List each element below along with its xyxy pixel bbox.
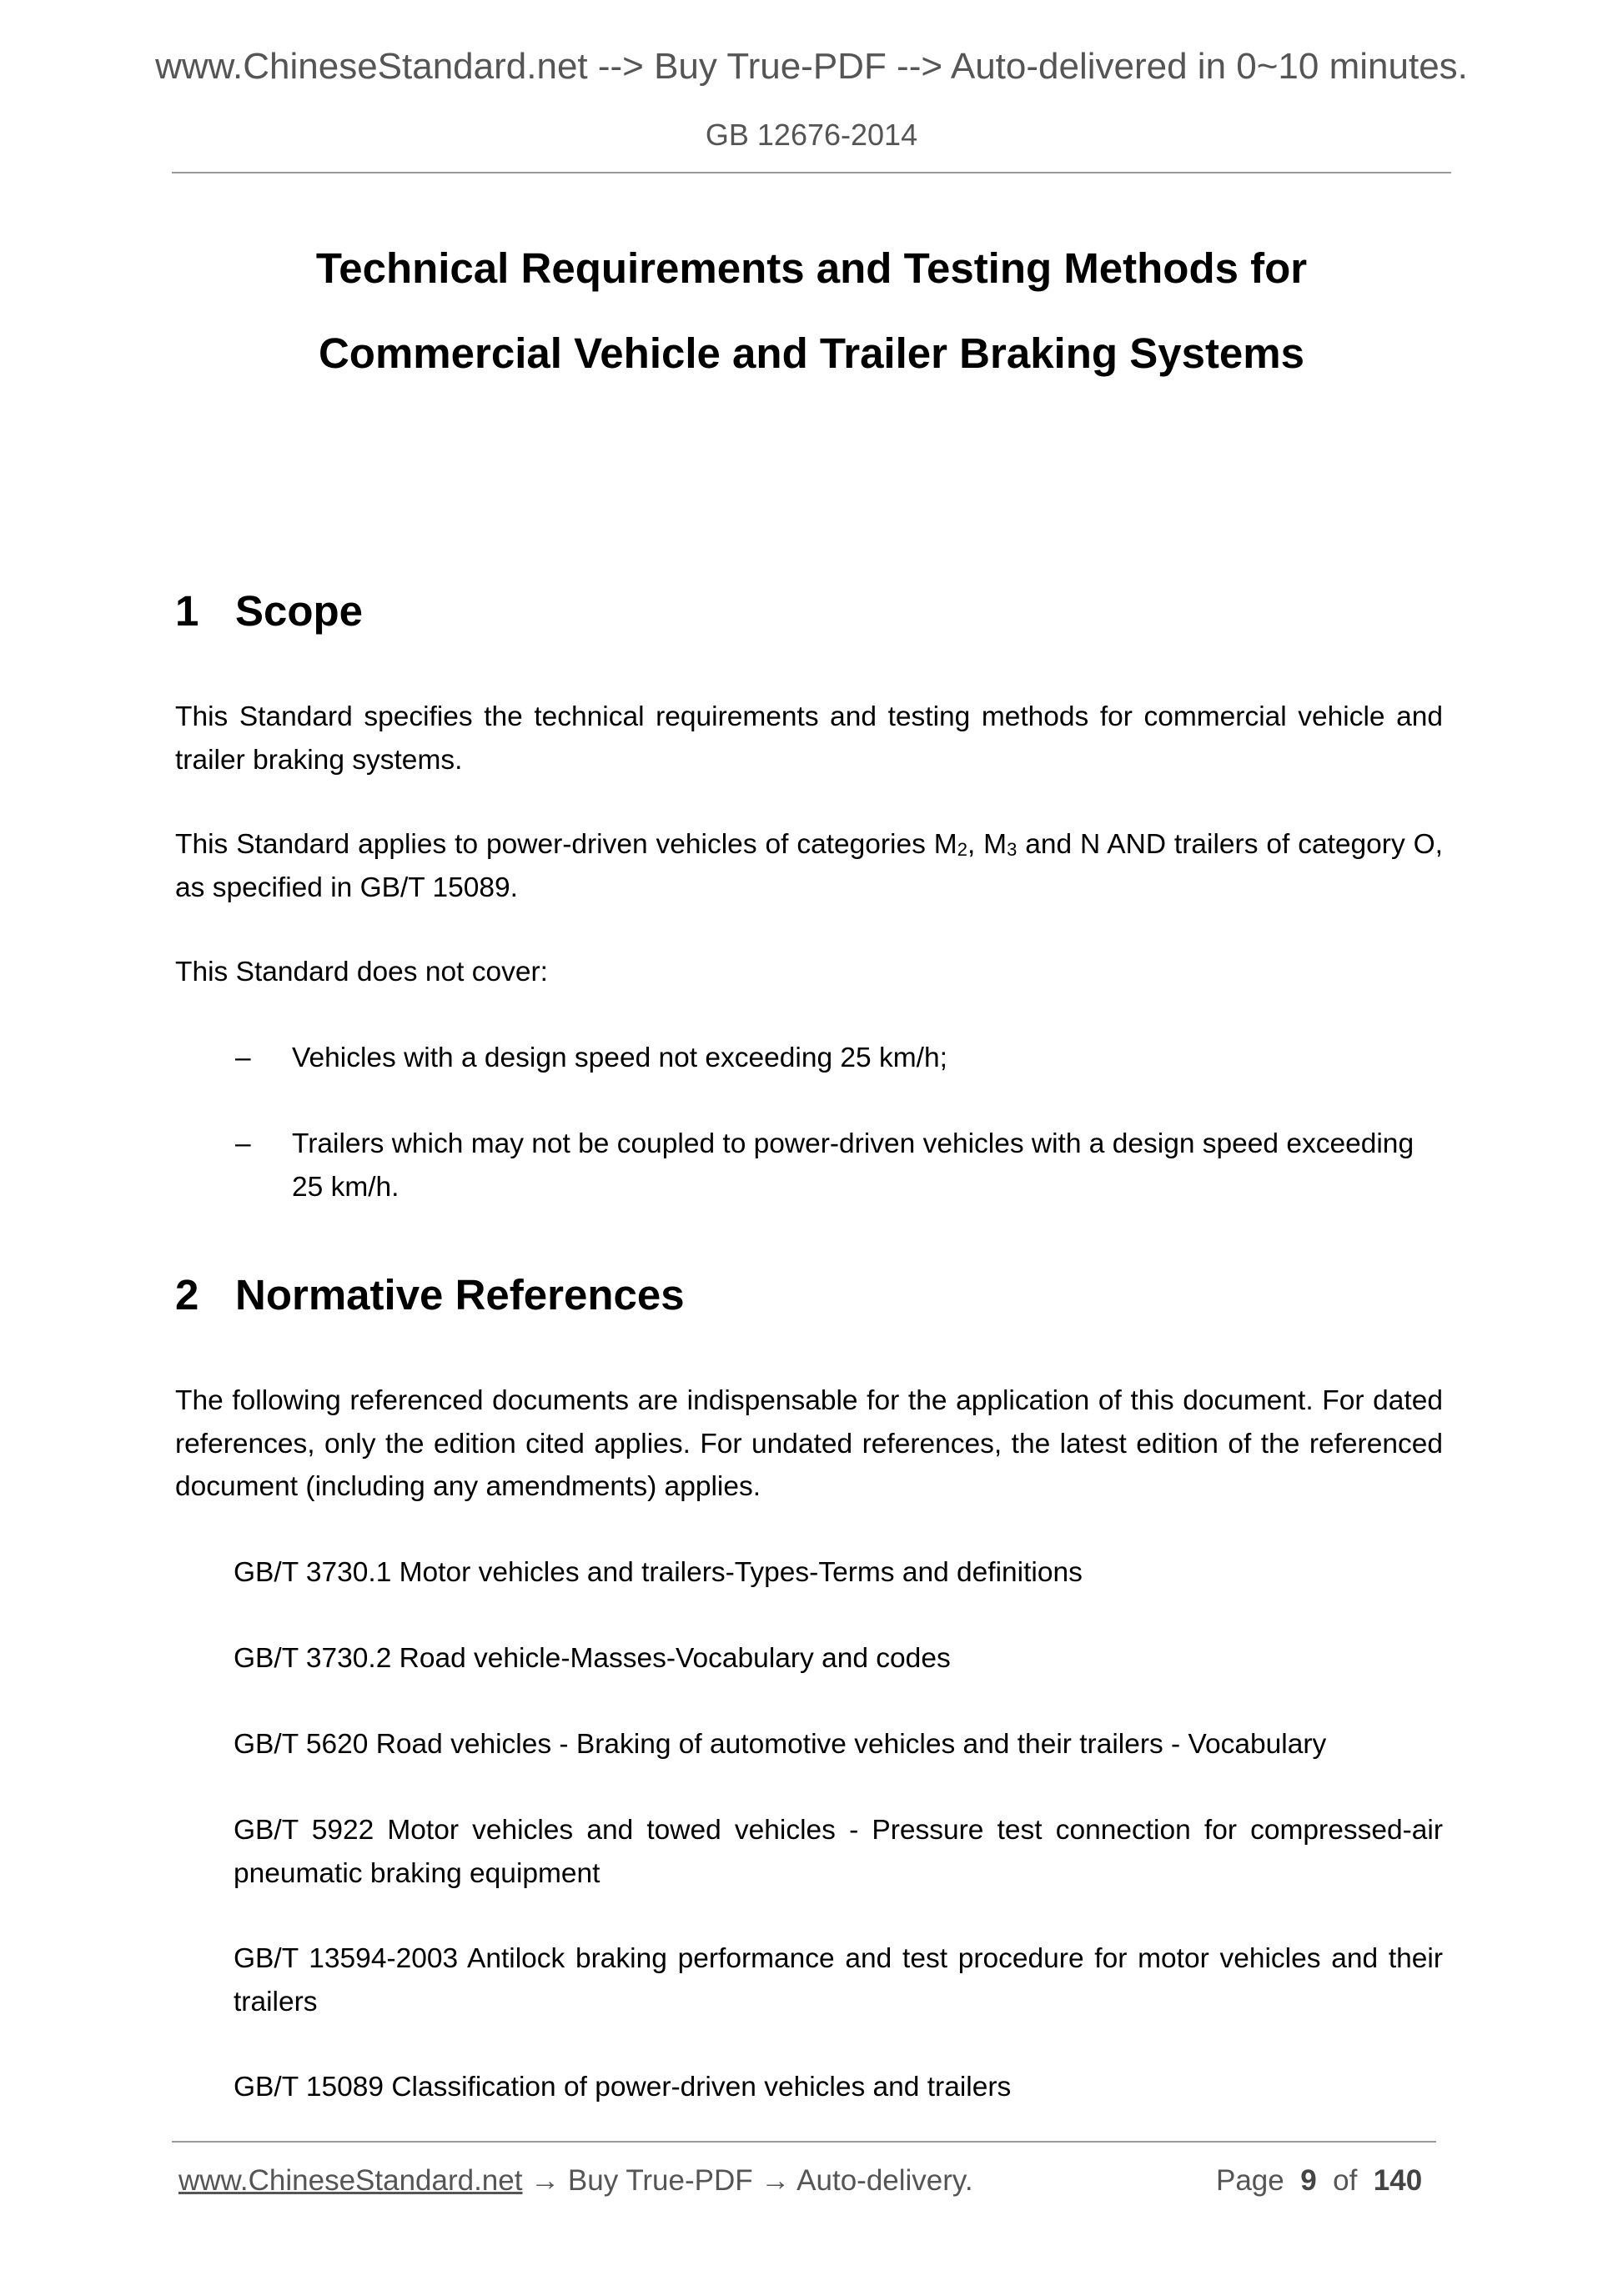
reference-item: GB/T 3730.2 Road vehicle-Masses-Vocabulary and codes xyxy=(234,1643,951,1674)
page-label: Page xyxy=(1216,2164,1284,2197)
section-2-title: Normative References xyxy=(235,1271,685,1319)
footer-promo-text: → Buy True-PDF → Auto-delivery. xyxy=(522,2164,973,2197)
of-label: of xyxy=(1333,2164,1358,2197)
reference-item: GB/T 5922 Motor vehicles and towed vehicles - Pressure test connection for compressed-air pneumatic braking equipment xyxy=(234,1815,1443,1889)
scope-p2-text-2: , M xyxy=(967,829,1007,860)
references-intro: The following referenced documents are indispensable for the application of this document. For dated references, only the edition cited applies. For undated references, the latest edition of the referenced document (including any amendments) applies. xyxy=(175,1385,1443,1502)
footer-promo xyxy=(178,2162,973,2200)
site-link[interactable]: www.ChineseStandard.net xyxy=(178,2164,523,2197)
reference-item: GB/T 5620 Road vehicles - Braking of automotive vehicles and their trailers - Vocabulary xyxy=(234,1729,1327,1760)
scope-paragraph-3: This Standard does not cover: xyxy=(175,957,548,987)
scope-p2-text-1: This Standard applies to power-driven vehicles of categories M xyxy=(175,829,957,860)
document-title-line-1: Technical Requirements and Testing Methods for xyxy=(315,244,1308,292)
header-banner: www.ChineseStandard.net --> Buy True-PDF --> Auto-delivered in 0~10 minutes. xyxy=(155,46,1468,87)
document-title-line-2: Commercial Vehicle and Trailer Braking Systems xyxy=(318,329,1305,377)
bullet-dash-marker: – xyxy=(235,1128,251,1159)
reference-item: GB/T 3730.1 Motor vehicles and trailers-Types-Terms and definitions xyxy=(234,1557,1083,1588)
exclusion-bullet-1-text: Vehicles with a design speed not exceeding 25 km/h; xyxy=(292,1042,947,1073)
scope-paragraph-2 xyxy=(175,823,1443,909)
standard-number: GB 12676-2014 xyxy=(705,118,918,152)
bullet-dash-marker: – xyxy=(235,1042,251,1073)
total-pages: 140 xyxy=(1373,2164,1423,2197)
reference-item: GB/T 15089 Classification of power-driven vehicles and trailers xyxy=(234,2072,1012,2103)
subscript-3: 3 xyxy=(1007,839,1018,860)
section-1-heading xyxy=(175,585,363,637)
exclusion-bullet-2-text: Trailers which may not be coupled to power-driven vehicles with a design speed exceeding 25 km/h. xyxy=(292,1128,1414,1203)
footer-divider xyxy=(172,2141,1436,2143)
current-page-number: 9 xyxy=(1300,2164,1317,2197)
reference-item: GB/T 13594-2003 Antilock braking performance and test procedure for motor vehicles and their trailers xyxy=(234,1943,1443,2017)
section-1-number: 1 xyxy=(175,587,199,635)
scope-paragraph-1: This Standard specifies the technical requirements and testing methods for commercial vehicle and trailer braking systems. xyxy=(175,701,1443,776)
section-2-number: 2 xyxy=(175,1271,199,1319)
header-divider xyxy=(172,172,1451,173)
section-2-heading xyxy=(175,1269,685,1321)
section-1-title: Scope xyxy=(235,587,364,635)
exclusion-bullet-1 xyxy=(235,1037,1443,1080)
page-indicator xyxy=(1216,2162,1422,2200)
exclusion-bullet-2 xyxy=(235,1123,1443,1208)
subscript-2: 2 xyxy=(957,839,967,860)
scope-p2-text-3: and N AND trailers of category O, as specified in GB/T 15089. xyxy=(175,829,1443,903)
